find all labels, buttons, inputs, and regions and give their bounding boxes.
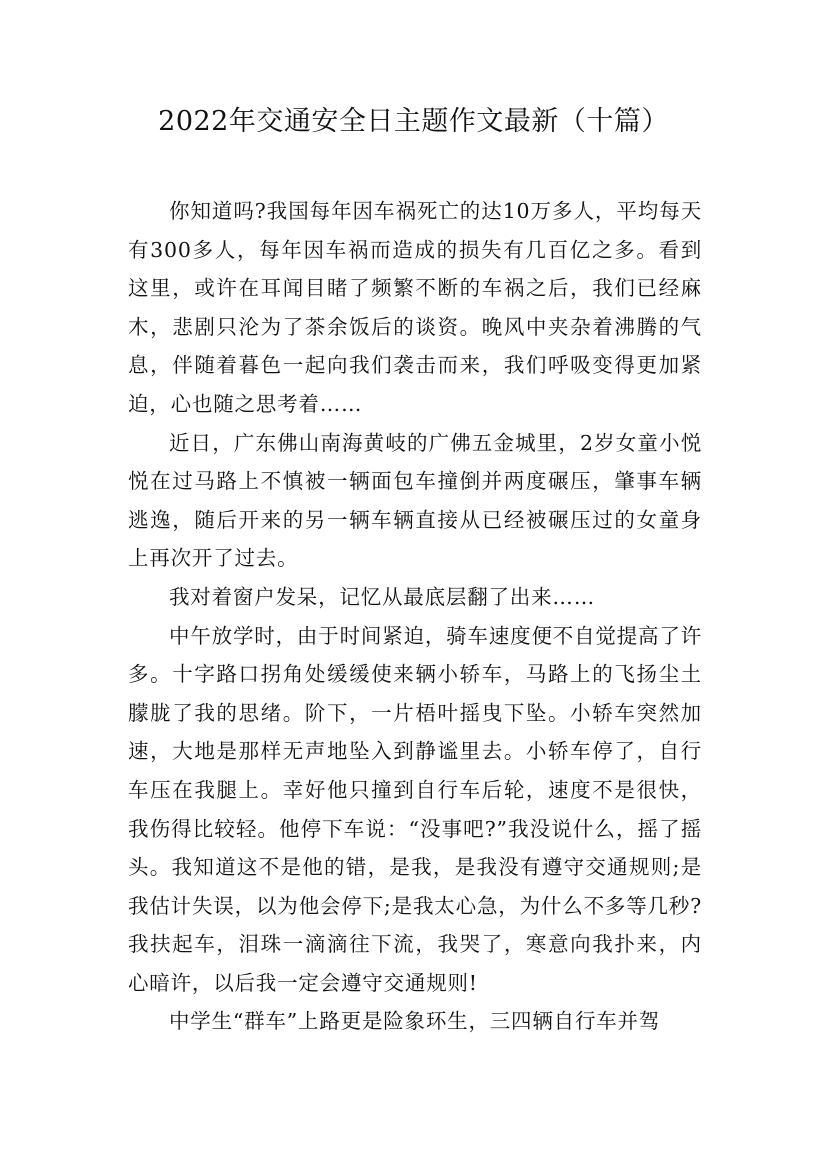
- paragraph-2: 近日，广东佛山南海黄岐的广佛五金城里，2岁女童小悦悦在过马路上不慎被一辆面包车撞倒并两度碾压，肇事车辆逃逸，随后开来的另一辆车辆直接从已经被碾压过的女童身上再次开了过去。: [128, 430, 702, 571]
- paragraph-5: 中学生“群车”上路更是险象环生，三四辆自行车并驾: [169, 1009, 661, 1034]
- paragraph-4: 中午放学时，由于时间紧迫，骑车速度便不自觉提高了许多。十字路口拐角处缓缓使来辆小轿车，马路上的飞扬尘土朦胧了我的思绪。阶下，一片梧叶摇曳下坠。小轿车突然加速，大地是那样无声地坠入到静谧里去。小轿车停了，自行车压在我腿上。幸好他只撞到自行车后轮，速度不是很快，我伤得比较轻。他停下车说：“没事吧?”我没说什么，摇了摇头。我知道这不是他的错，是我，是我没有遵守交通规则;是我估计失误，以为他会停下;是我太心急，为什么不多等几秒?我扶起车，泪珠一滴滴往下流，我哭了，寒意向我扑来，内心暗许，以后我一定会遵守交通规则!: [128, 623, 702, 995]
- page-title: 2022年交通安全日主题作文最新（十篇）: [158, 106, 669, 137]
- paragraph-1: 你知道吗?我国每年因车祸死亡的达10万多人，平均每天有300多人，每年因车祸而造成的损失有几百亿之多。看到这里，或许在耳闻目睹了频繁不断的车祸之后，我们已经麻木，悲剧只沦为了茶余饭后的谈资。晚风中夹杂着沸腾的气息，伴随着暮色一起向我们袭击而来，我们呼吸变得更加紧迫，心也随之思考着……: [128, 199, 702, 416]
- document-body: [128, 192, 702, 1041]
- paragraph-3: 我对着窗户发呆，记忆从最底层翻了出来……: [169, 584, 595, 609]
